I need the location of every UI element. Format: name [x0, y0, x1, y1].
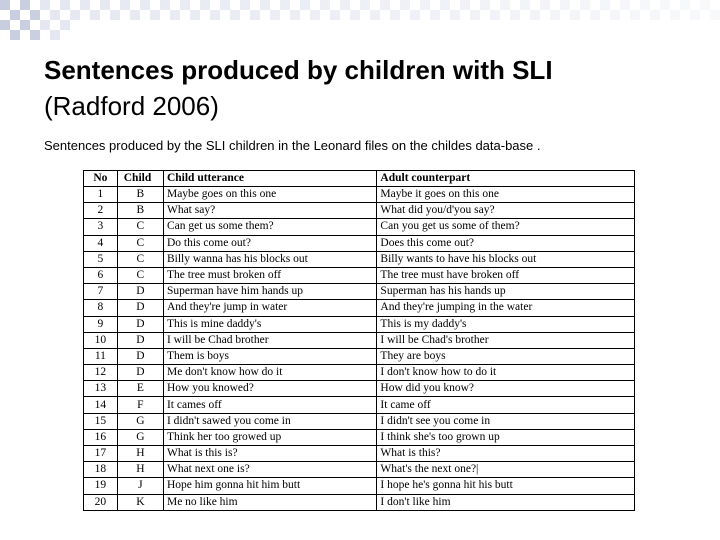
checker-square — [550, 10, 560, 20]
adult-counterpart: I don't like him — [377, 494, 635, 510]
checker-square — [660, 0, 670, 10]
adult-counterpart: What did you/d'you say? — [377, 203, 635, 219]
checker-square — [620, 0, 630, 10]
table-row — [84, 235, 635, 251]
row-number: 8 — [84, 300, 118, 316]
row-number: 15 — [84, 413, 118, 429]
checker-square — [450, 10, 460, 20]
adult-counterpart: I hope he's gonna hit his butt — [377, 478, 635, 494]
table-row — [84, 462, 635, 478]
row-number: 10 — [84, 332, 118, 348]
checker-square — [530, 10, 540, 20]
header-adult-counterpart: Adult counterpart — [377, 171, 635, 187]
checker-square — [240, 0, 250, 10]
child-id: D — [117, 300, 163, 316]
child-utterance: Maybe goes on this one — [163, 187, 376, 203]
checker-square — [110, 10, 120, 20]
checker-square — [210, 10, 220, 20]
table-row — [84, 429, 635, 445]
checker-square — [170, 10, 180, 20]
checker-square — [30, 10, 40, 20]
row-number: 20 — [84, 494, 118, 510]
checker-square — [490, 10, 500, 20]
child-id: K — [117, 494, 163, 510]
adult-counterpart: What is this? — [377, 446, 635, 462]
table-row — [84, 187, 635, 203]
child-utterance: How you knowed? — [163, 381, 376, 397]
table-row — [84, 219, 635, 235]
header-no: No — [84, 171, 118, 187]
child-utterance: Them is boys — [163, 348, 376, 364]
checker-square — [330, 10, 340, 20]
child-id: B — [117, 187, 163, 203]
checker-square — [360, 0, 370, 10]
adult-counterpart: I will be Chad's brother — [377, 332, 635, 348]
row-number: 7 — [84, 284, 118, 300]
checker-square — [300, 0, 310, 10]
child-utterance: It cames off — [163, 397, 376, 413]
table-row — [84, 381, 635, 397]
checker-square — [630, 10, 640, 20]
child-utterance: Hope him gonna hit him butt — [163, 478, 376, 494]
checker-square — [270, 10, 280, 20]
child-id: C — [117, 219, 163, 235]
child-utterance: What next one is? — [163, 462, 376, 478]
child-id: C — [117, 267, 163, 283]
checker-square — [10, 10, 20, 20]
checker-square — [610, 10, 620, 20]
checker-square — [40, 0, 50, 10]
child-id: E — [117, 381, 163, 397]
checker-square — [50, 10, 60, 20]
checker-square — [540, 0, 550, 10]
checker-square — [220, 0, 230, 10]
checker-square — [650, 10, 660, 20]
checker-square — [280, 0, 290, 10]
slide-title — [44, 52, 684, 124]
child-id: F — [117, 397, 163, 413]
child-id: H — [117, 446, 163, 462]
table-row — [84, 251, 635, 267]
table-row — [84, 267, 635, 283]
adult-counterpart: It came off — [377, 397, 635, 413]
checker-square — [680, 0, 690, 10]
checker-square — [520, 0, 530, 10]
table-row — [84, 413, 635, 429]
child-id: G — [117, 413, 163, 429]
checker-square — [380, 0, 390, 10]
child-id: D — [117, 332, 163, 348]
child-id: J — [117, 478, 163, 494]
checker-square — [140, 0, 150, 10]
checker-square — [60, 0, 70, 10]
checker-square — [670, 10, 680, 20]
checker-square — [600, 0, 610, 10]
child-utterance: Think her too growed up — [163, 429, 376, 445]
adult-counterpart: I think she's too grown up — [377, 429, 635, 445]
adult-counterpart: I don't know how to do it — [377, 365, 635, 381]
checker-square — [320, 0, 330, 10]
adult-counterpart: I didn't see you come in — [377, 413, 635, 429]
checker-square — [390, 10, 400, 20]
child-utterance: Can get us some them? — [163, 219, 376, 235]
child-utterance: And they're jump in water — [163, 300, 376, 316]
checker-square — [120, 0, 130, 10]
row-number: 2 — [84, 203, 118, 219]
row-number: 5 — [84, 251, 118, 267]
child-id: H — [117, 462, 163, 478]
table-row — [84, 332, 635, 348]
table-row — [84, 397, 635, 413]
utterance-table-container — [83, 170, 635, 514]
adult-counterpart: This is my daddy's — [377, 316, 635, 332]
child-utterance: Superman have him hands up — [163, 284, 376, 300]
checker-square — [350, 10, 360, 20]
row-number: 13 — [84, 381, 118, 397]
table-row — [84, 284, 635, 300]
table-row — [84, 494, 635, 510]
row-number: 1 — [84, 187, 118, 203]
checker-square — [470, 10, 480, 20]
row-number: 17 — [84, 446, 118, 462]
checker-square — [430, 10, 440, 20]
checker-square — [500, 0, 510, 10]
checker-square — [60, 20, 70, 30]
checker-square — [510, 10, 520, 20]
checker-square — [640, 0, 650, 10]
row-number: 14 — [84, 397, 118, 413]
row-number: 19 — [84, 478, 118, 494]
checker-square — [200, 0, 210, 10]
checker-square — [260, 0, 270, 10]
adult-counterpart: What's the next one?| — [377, 462, 635, 478]
adult-counterpart: Does this come out? — [377, 235, 635, 251]
row-number: 11 — [84, 348, 118, 364]
adult-counterpart: Superman has his hands up — [377, 284, 635, 300]
checker-square — [440, 0, 450, 10]
checker-square — [160, 0, 170, 10]
checker-square — [570, 10, 580, 20]
checker-square — [340, 0, 350, 10]
child-utterance: What say? — [163, 203, 376, 219]
child-id: G — [117, 429, 163, 445]
adult-counterpart: Maybe it goes on this one — [377, 187, 635, 203]
table-row — [84, 316, 635, 332]
checker-square — [250, 10, 260, 20]
checker-square — [90, 10, 100, 20]
checker-square — [310, 10, 320, 20]
table-header-row — [84, 171, 635, 187]
checker-square — [10, 30, 20, 40]
title-line-1: Sentences produced by children with SLI — [44, 55, 553, 85]
checker-square — [590, 10, 600, 20]
table-row — [84, 446, 635, 462]
checker-square — [130, 10, 140, 20]
child-utterance: Do this come out? — [163, 235, 376, 251]
header-child-utterance: Child utterance — [163, 171, 376, 187]
child-utterance: The tree must broken off — [163, 267, 376, 283]
row-number: 4 — [84, 235, 118, 251]
adult-counterpart: How did you know? — [377, 381, 635, 397]
checker-square — [400, 0, 410, 10]
child-id: C — [117, 251, 163, 267]
child-id: C — [117, 235, 163, 251]
checker-square — [0, 0, 10, 10]
table-row — [84, 348, 635, 364]
checker-square — [0, 20, 10, 30]
row-number: 9 — [84, 316, 118, 332]
table-row — [84, 203, 635, 219]
table-row — [84, 300, 635, 316]
child-utterance: I will be Chad brother — [163, 332, 376, 348]
child-id: D — [117, 284, 163, 300]
row-number: 3 — [84, 219, 118, 235]
child-utterance: Me no like him — [163, 494, 376, 510]
child-utterance: What is this is? — [163, 446, 376, 462]
title-line-2: (Radford 2006) — [44, 91, 219, 121]
child-id: D — [117, 365, 163, 381]
checker-square — [20, 0, 30, 10]
checker-square — [290, 10, 300, 20]
checker-square — [180, 0, 190, 10]
row-number: 12 — [84, 365, 118, 381]
row-number: 18 — [84, 462, 118, 478]
checker-square — [100, 0, 110, 10]
row-number: 16 — [84, 429, 118, 445]
checker-square — [460, 0, 470, 10]
checker-square — [700, 0, 710, 10]
adult-counterpart: Billy wants to have his blocks out — [377, 251, 635, 267]
checker-square — [150, 10, 160, 20]
checker-square — [410, 10, 420, 20]
checker-square — [370, 10, 380, 20]
child-id: B — [117, 203, 163, 219]
table-row — [84, 365, 635, 381]
child-utterance: Billy wanna has his blocks out — [163, 251, 376, 267]
checker-square — [480, 0, 490, 10]
checker-square — [40, 20, 50, 30]
checker-square — [710, 10, 720, 20]
child-utterance: Me don't know how do it — [163, 365, 376, 381]
utterance-table — [83, 170, 635, 511]
table-row — [84, 478, 635, 494]
checker-square — [560, 0, 570, 10]
adult-counterpart: And they're jumping in the water — [377, 300, 635, 316]
adult-counterpart: The tree must have broken off — [377, 267, 635, 283]
child-id: D — [117, 348, 163, 364]
child-id: D — [117, 316, 163, 332]
checker-square — [580, 0, 590, 10]
adult-counterpart: Can you get us some of them? — [377, 219, 635, 235]
row-number: 6 — [84, 267, 118, 283]
slide-subtitle: Sentences produced by the SLI children in the Leonard files on the childes data-base . — [44, 138, 541, 153]
decorative-checker-strip — [0, 0, 720, 40]
checker-square — [70, 10, 80, 20]
child-utterance: I didn't sawed you come in — [163, 413, 376, 429]
checker-square — [80, 0, 90, 10]
checker-square — [20, 20, 30, 30]
checker-square — [420, 0, 430, 10]
header-child: Child — [117, 171, 163, 187]
checker-square — [30, 30, 40, 40]
checker-square — [230, 10, 240, 20]
checker-square — [50, 30, 60, 40]
checker-square — [190, 10, 200, 20]
child-utterance: This is mine daddy's — [163, 316, 376, 332]
checker-square — [690, 10, 700, 20]
adult-counterpart: They are boys — [377, 348, 635, 364]
